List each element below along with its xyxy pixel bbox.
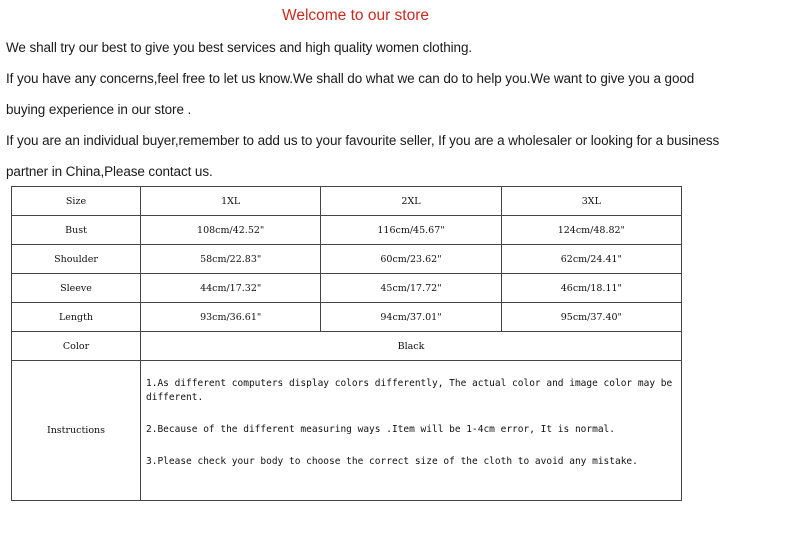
intro-line-3b: partner in China,Please contact us. <box>6 164 213 179</box>
store-welcome-title: Welcome to our store <box>281 7 430 24</box>
length-3xl: 95cm/37.40" <box>501 303 681 332</box>
sleeve-1xl: 44cm/17.32" <box>141 274 321 303</box>
intro-line-2b: buying experience in our store . <box>6 102 192 117</box>
instructions-cell <box>141 361 682 501</box>
length-2xl: 94cm/37.01" <box>321 303 501 332</box>
row-label-color: Color <box>12 332 141 361</box>
shoulder-3xl: 62cm/24.41" <box>501 245 681 274</box>
color-value: Black <box>141 332 682 361</box>
row-label-length: Length <box>12 303 141 332</box>
instruction-item-2: 2.Because of the different measuring ways .Item will be 1-4cm error, It is normal. <box>146 424 615 435</box>
row-label-shoulder: Shoulder <box>12 245 141 274</box>
shoulder-2xl: 60cm/23.62" <box>321 245 501 274</box>
size-2xl-header: 2XL <box>321 187 501 216</box>
bust-3xl: 124cm/48.82" <box>501 216 681 245</box>
size-chart-table <box>11 186 682 501</box>
size-1xl-header: 1XL <box>141 187 321 216</box>
row-label-sleeve: Sleeve <box>12 274 141 303</box>
table-row-color <box>12 332 682 361</box>
table-row-instructions <box>12 361 682 501</box>
bust-1xl: 108cm/42.52" <box>141 216 321 245</box>
table-row-bust <box>12 216 682 245</box>
size-3xl-header: 3XL <box>501 187 681 216</box>
row-label-bust: Bust <box>12 216 141 245</box>
intro-line-3a: If you are an individual buyer,remember to add us to your favourite seller, If you are a wholesaler or looking for a business <box>6 133 720 148</box>
intro-line-2a: If you have any concerns,feel free to let us know.We shall do what we can do to help you.We want to give you a good <box>6 71 695 86</box>
size-column-header: Size <box>12 187 141 216</box>
length-1xl: 93cm/36.61" <box>141 303 321 332</box>
size-header-row <box>12 187 682 216</box>
sleeve-3xl: 46cm/18.11" <box>501 274 681 303</box>
shoulder-1xl: 58cm/22.83" <box>141 245 321 274</box>
table-row-sleeve <box>12 274 682 303</box>
sleeve-2xl: 45cm/17.72" <box>321 274 501 303</box>
table-row-length <box>12 303 682 332</box>
bust-2xl: 116cm/45.67" <box>321 216 501 245</box>
intro-line-1: We shall try our best to give you best services and high quality women clothing. <box>6 40 472 55</box>
row-label-instructions: Instructions <box>12 361 141 501</box>
instruction-item-3: 3.Please check your body to choose the correct size of the cloth to avoid any mistake. <box>146 456 638 467</box>
instruction-item-1: 1.As different computers display colors differently, The actual color and image color may be different. <box>146 378 673 403</box>
table-row-shoulder <box>12 245 682 274</box>
